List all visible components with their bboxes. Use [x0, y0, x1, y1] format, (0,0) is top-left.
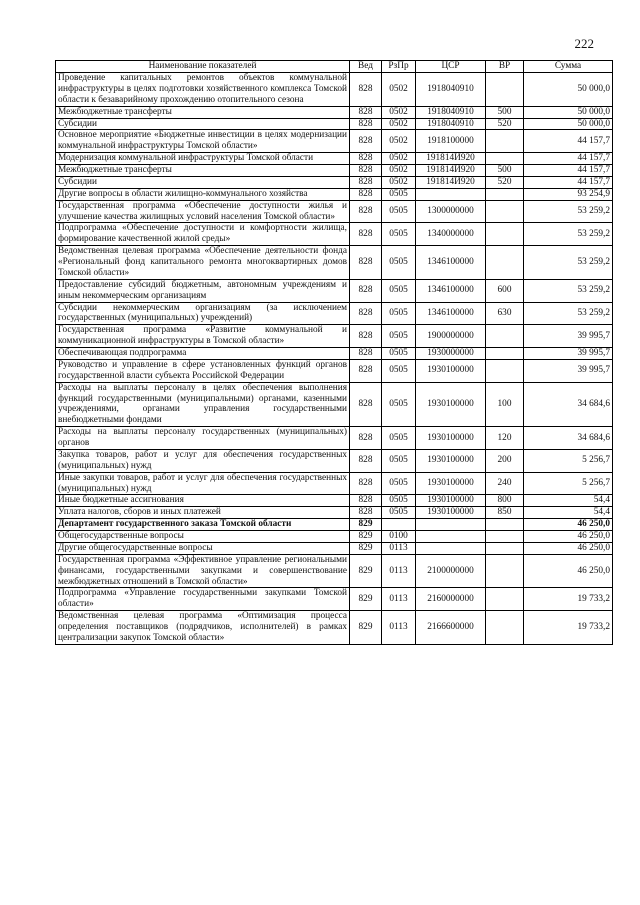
table-row — [56, 348, 613, 360]
row-csr — [416, 531, 486, 543]
row-name: Расходы на выплаты персоналу в целях обеспечения выполнения функций государственными (муниципальными) органами, казенными учреждениями, органами управления государственными внебюджетными фондами — [56, 382, 350, 427]
row-ved: 828 — [350, 359, 382, 382]
row-rzpr: 0100 — [382, 531, 416, 543]
row-ved: 828 — [350, 246, 382, 280]
table-header-row — [56, 61, 613, 73]
row-sum: 39 995,7 — [524, 325, 613, 348]
row-csr: 1930100000 — [416, 359, 486, 382]
row-sum: 50 000,0 — [524, 73, 613, 107]
row-vr: 500 — [486, 106, 524, 118]
row-name: Общегосударственные вопросы — [56, 531, 350, 543]
row-ved: 828 — [350, 188, 382, 200]
table-row — [56, 588, 613, 611]
row-vr — [486, 130, 524, 153]
row-sum: 19 733,2 — [524, 611, 613, 645]
row-vr — [486, 359, 524, 382]
row-sum: 53 259,2 — [524, 279, 613, 302]
row-vr — [486, 531, 524, 543]
row-vr: 850 — [486, 507, 524, 519]
row-name: Ведомственная целевая программа «Оптимизация процесса определения поставщиков (подрядчиков, исполнителей) в рамках централизации закупок Томской области» — [56, 611, 350, 645]
table-row — [56, 223, 613, 246]
row-sum: 53 259,2 — [524, 223, 613, 246]
row-name: Государственная программа «Развитие коммунальной и коммуникационной инфраструктуры в Томской области» — [56, 325, 350, 348]
row-rzpr: 0505 — [382, 348, 416, 360]
row-sum: 44 157,7 — [524, 130, 613, 153]
row-rzpr: 0505 — [382, 223, 416, 246]
row-sum: 39 995,7 — [524, 348, 613, 360]
row-rzpr — [382, 519, 416, 531]
row-ved: 828 — [350, 302, 382, 325]
row-ved: 828 — [350, 348, 382, 360]
row-sum: 34 684,6 — [524, 382, 613, 427]
row-csr — [416, 542, 486, 554]
table-row — [56, 531, 613, 543]
header-csr: ЦСР — [416, 61, 486, 73]
row-rzpr: 0113 — [382, 542, 416, 554]
row-vr — [486, 223, 524, 246]
row-sum: 53 259,2 — [524, 200, 613, 223]
row-rzpr: 0505 — [382, 279, 416, 302]
table-row — [56, 279, 613, 302]
row-rzpr: 0505 — [382, 382, 416, 427]
table-row — [56, 302, 613, 325]
table-row — [56, 165, 613, 177]
row-sum: 50 000,0 — [524, 106, 613, 118]
row-name: Основное мероприятие «Бюджетные инвестиции в целях модернизации коммунальной инфраструктуры Томской области» — [56, 130, 350, 153]
row-csr: 1900000000 — [416, 325, 486, 348]
row-sum: 19 733,2 — [524, 588, 613, 611]
row-csr: 1930100000 — [416, 495, 486, 507]
row-vr — [486, 246, 524, 280]
row-vr — [486, 200, 524, 223]
row-ved: 829 — [350, 542, 382, 554]
row-name: Проведение капитальных ремонтов объектов коммунальной инфраструктуры в целях подготовки хозяйственного комплекса Томской области к безаварийному прохождению отопительного сезона — [56, 73, 350, 107]
row-rzpr: 0502 — [382, 153, 416, 165]
row-ved: 829 — [350, 519, 382, 531]
row-vr — [486, 611, 524, 645]
row-name: Модернизация коммунальной инфраструктуры Томской области — [56, 153, 350, 165]
row-sum: 53 259,2 — [524, 246, 613, 280]
row-rzpr: 0505 — [382, 302, 416, 325]
row-ved: 828 — [350, 325, 382, 348]
row-ved: 829 — [350, 588, 382, 611]
table-row — [56, 382, 613, 427]
row-name: Другие общегосударственные вопросы — [56, 542, 350, 554]
row-rzpr: 0113 — [382, 588, 416, 611]
row-sum: 46 250,0 — [524, 542, 613, 554]
row-csr: 1930100000 — [416, 507, 486, 519]
row-vr: 520 — [486, 176, 524, 188]
table-row — [56, 200, 613, 223]
row-sum: 53 259,2 — [524, 302, 613, 325]
row-ved: 828 — [350, 176, 382, 188]
row-rzpr: 0505 — [382, 200, 416, 223]
table-row — [56, 554, 613, 588]
table-row — [56, 427, 613, 450]
page-number: 222 — [574, 36, 594, 51]
table-row — [56, 73, 613, 107]
row-ved: 828 — [350, 200, 382, 223]
row-csr: 1346100000 — [416, 246, 486, 280]
header-vr: ВР — [486, 61, 524, 73]
header-sum: Сумма — [524, 61, 613, 73]
row-csr: 1930100000 — [416, 382, 486, 427]
row-csr — [416, 519, 486, 531]
header-rzpr: РзПр — [382, 61, 416, 73]
row-name: Межбюджетные трансферты — [56, 165, 350, 177]
row-rzpr: 0113 — [382, 611, 416, 645]
row-csr: 191814И920 — [416, 153, 486, 165]
table-row — [56, 472, 613, 495]
row-name: Закупка товаров, работ и услуг для обеспечения государственных (муниципальных) нужд — [56, 449, 350, 472]
row-name: Подпрограмма «Управление государственными закупками Томской области» — [56, 588, 350, 611]
row-vr — [486, 73, 524, 107]
row-rzpr: 0502 — [382, 165, 416, 177]
header-name: Наименование показателей — [56, 61, 350, 73]
row-name: Субсидии — [56, 176, 350, 188]
table-row — [56, 106, 613, 118]
row-vr: 600 — [486, 279, 524, 302]
row-rzpr: 0502 — [382, 176, 416, 188]
row-csr: 1918040910 — [416, 106, 486, 118]
row-sum: 44 157,7 — [524, 165, 613, 177]
row-rzpr: 0505 — [382, 359, 416, 382]
table-row — [56, 188, 613, 200]
row-ved: 828 — [350, 165, 382, 177]
row-name: Субсидии — [56, 118, 350, 130]
table-row — [56, 325, 613, 348]
row-rzpr: 0505 — [382, 472, 416, 495]
row-ved: 829 — [350, 554, 382, 588]
table-row — [56, 519, 613, 531]
row-name: Расходы на выплаты персоналу государственных (муниципальных) органов — [56, 427, 350, 450]
table-row — [56, 495, 613, 507]
row-csr: 1340000000 — [416, 223, 486, 246]
row-rzpr: 0502 — [382, 73, 416, 107]
row-sum: 50 000,0 — [524, 118, 613, 130]
row-rzpr: 0505 — [382, 495, 416, 507]
row-ved: 828 — [350, 472, 382, 495]
table-row — [56, 449, 613, 472]
row-vr — [486, 348, 524, 360]
row-csr: 1346100000 — [416, 302, 486, 325]
row-rzpr: 0505 — [382, 246, 416, 280]
row-sum: 44 157,7 — [524, 176, 613, 188]
table-row — [56, 118, 613, 130]
header-ved: Вед — [350, 61, 382, 73]
row-vr: 120 — [486, 427, 524, 450]
row-name: Государственная программа «Обеспечение доступности жилья и улучшение качества жилищных условий населения Томской области» — [56, 200, 350, 223]
table-body — [56, 73, 613, 645]
row-csr: 1918040910 — [416, 73, 486, 107]
row-name: Департамент государственного заказа Томской области — [56, 519, 350, 531]
table-row — [56, 542, 613, 554]
row-ved: 828 — [350, 449, 382, 472]
row-name: Иные закупки товаров, работ и услуг для обеспечения государственных (муниципальных) нужд — [56, 472, 350, 495]
row-rzpr: 0502 — [382, 106, 416, 118]
row-name: Уплата налогов, сборов и иных платежей — [56, 507, 350, 519]
row-csr: 1930000000 — [416, 348, 486, 360]
row-vr: 520 — [486, 118, 524, 130]
row-sum: 46 250,0 — [524, 531, 613, 543]
row-csr: 2100000000 — [416, 554, 486, 588]
row-name: Другие вопросы в области жилищно-коммунального хозяйства — [56, 188, 350, 200]
table-row — [56, 246, 613, 280]
row-csr: 1930100000 — [416, 449, 486, 472]
row-vr — [486, 519, 524, 531]
row-ved: 828 — [350, 382, 382, 427]
row-vr — [486, 153, 524, 165]
row-csr: 1930100000 — [416, 472, 486, 495]
row-sum: 39 995,7 — [524, 359, 613, 382]
row-ved: 829 — [350, 531, 382, 543]
row-ved: 829 — [350, 611, 382, 645]
row-csr: 1346100000 — [416, 279, 486, 302]
row-rzpr: 0505 — [382, 449, 416, 472]
row-rzpr: 0505 — [382, 188, 416, 200]
row-sum: 46 250,0 — [524, 554, 613, 588]
row-vr — [486, 188, 524, 200]
table-row — [56, 611, 613, 645]
row-name: Субсидии некоммерческим организациям (за исключением государственных (муниципальных) учреждений) — [56, 302, 350, 325]
row-sum: 5 256,7 — [524, 472, 613, 495]
row-sum: 93 254,9 — [524, 188, 613, 200]
row-vr — [486, 554, 524, 588]
row-sum: 34 684,6 — [524, 427, 613, 450]
row-vr: 100 — [486, 382, 524, 427]
table-row — [56, 359, 613, 382]
row-vr — [486, 588, 524, 611]
row-name: Межбюджетные трансферты — [56, 106, 350, 118]
row-csr — [416, 188, 486, 200]
row-csr: 1918100000 — [416, 130, 486, 153]
row-sum: 54,4 — [524, 507, 613, 519]
row-sum: 44 157,7 — [524, 153, 613, 165]
row-ved: 828 — [350, 223, 382, 246]
row-vr: 630 — [486, 302, 524, 325]
row-csr: 2160000000 — [416, 588, 486, 611]
row-name: Обеспечивающая подпрограмма — [56, 348, 350, 360]
row-rzpr: 0505 — [382, 427, 416, 450]
row-ved: 828 — [350, 106, 382, 118]
row-name: Ведомственная целевая программа «Обеспечение деятельности фонда «Региональный фонд капитального ремонта многоквартирных домов Томской области» — [56, 246, 350, 280]
row-ved: 828 — [350, 427, 382, 450]
row-vr: 200 — [486, 449, 524, 472]
row-sum: 46 250,0 — [524, 519, 613, 531]
row-rzpr: 0502 — [382, 130, 416, 153]
row-csr: 191814И920 — [416, 176, 486, 188]
row-ved: 828 — [350, 153, 382, 165]
table-row — [56, 507, 613, 519]
row-name: Иные бюджетные ассигнования — [56, 495, 350, 507]
row-name: Руководство и управление в сфере установленных функций органов государственной власти субъекта Российской Федерации — [56, 359, 350, 382]
row-rzpr: 0505 — [382, 325, 416, 348]
row-ved: 828 — [350, 279, 382, 302]
table-row — [56, 153, 613, 165]
budget-table — [55, 60, 613, 645]
row-csr: 1930100000 — [416, 427, 486, 450]
row-name: Государственная программа «Эффективное управление региональными финансами, государственными закупками и совершенствование межбюджетных отношений в Томской области» — [56, 554, 350, 588]
row-vr — [486, 325, 524, 348]
row-name: Подпрограмма «Обеспечение доступности и комфортности жилища, формирование качественной жилой среды» — [56, 223, 350, 246]
row-csr: 1918040910 — [416, 118, 486, 130]
row-vr: 240 — [486, 472, 524, 495]
row-name: Предоставление субсидий бюджетным, автономным учреждениям и иным некоммерческим организациям — [56, 279, 350, 302]
row-csr: 1300000000 — [416, 200, 486, 223]
row-csr: 2166600000 — [416, 611, 486, 645]
row-sum: 5 256,7 — [524, 449, 613, 472]
table-row — [56, 130, 613, 153]
row-ved: 828 — [350, 130, 382, 153]
row-vr: 500 — [486, 165, 524, 177]
row-sum: 54,4 — [524, 495, 613, 507]
row-rzpr: 0502 — [382, 118, 416, 130]
row-ved: 828 — [350, 507, 382, 519]
row-ved: 828 — [350, 495, 382, 507]
row-rzpr: 0505 — [382, 507, 416, 519]
row-ved: 828 — [350, 73, 382, 107]
row-vr — [486, 542, 524, 554]
row-csr: 191814И920 — [416, 165, 486, 177]
row-vr: 800 — [486, 495, 524, 507]
table-row — [56, 176, 613, 188]
row-ved: 828 — [350, 118, 382, 130]
row-rzpr: 0113 — [382, 554, 416, 588]
